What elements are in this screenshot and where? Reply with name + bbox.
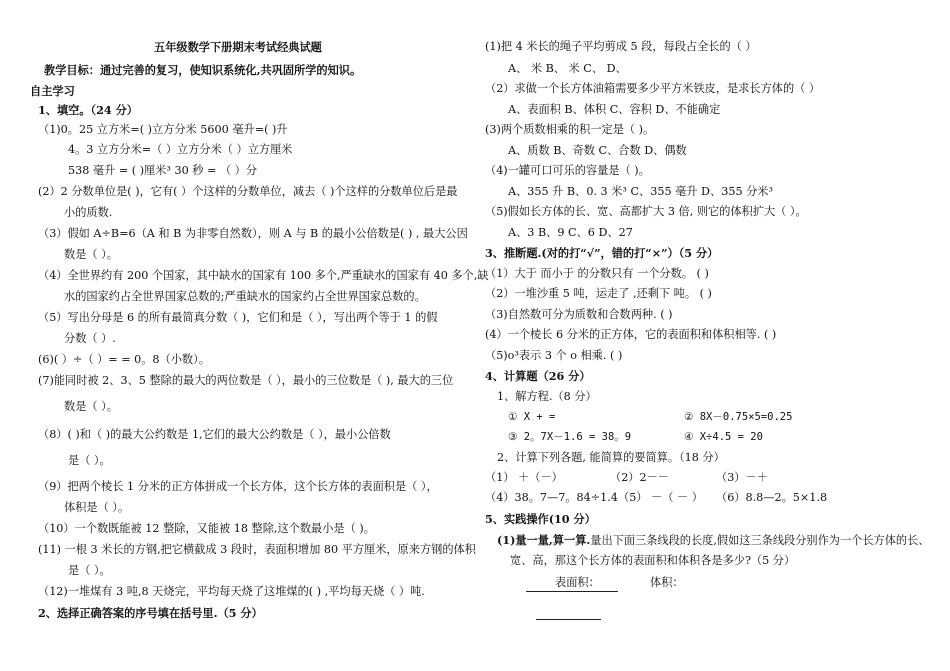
- question-line: （2）一堆沙重 5 吨，运走了 ,还剩下 吨。 ( ): [485, 287, 712, 300]
- practice-question-lead: (1)量一量,算一算.: [497, 533, 591, 547]
- question-line: (4）一个棱长 6 分米的正方体，它的表面积和体积相等. ( ): [485, 328, 777, 341]
- practice-question-text: 量出下面三条线段的长度,假如这三条线段分别作为一个长方体的长、: [590, 534, 930, 547]
- line-segment: [536, 619, 601, 620]
- calculation: （1） ＋（－）: [485, 471, 563, 484]
- options-line: A、质数 B、奇数 C、合数 D、偶数: [508, 144, 687, 157]
- equation: ② 8X－0.75×5=0.25: [684, 411, 793, 423]
- question-line: (11) 一根 3 米长的方钢,把它横截成 3 段时，表面积增加 80 平方厘米，原来方钢的体积: [38, 543, 476, 556]
- options-line: A、3 B、9 C、6 D、27: [508, 226, 633, 239]
- section5-heading: 5、实践操作(10 分）: [485, 512, 596, 526]
- question-line: （4)一罐可口可乐的容量是（ )。: [485, 164, 650, 177]
- calculation: （4）38。7—7。84÷1.4: [485, 491, 618, 504]
- calculation: （5） －（ － ）: [618, 491, 703, 504]
- options-line: A、 米 B、 米 C、 D、: [508, 62, 627, 75]
- section4-heading: 4、计算题（26 分）: [485, 369, 591, 383]
- subheading: 2、计算下列各题, 能简算的要简算。（18 分）: [497, 451, 725, 464]
- question-line: （3）假如 A÷B=6（A 和 B 为非零自然数），则 A 与 B 的最小公倍数是( ) , 最大公因: [38, 227, 468, 240]
- calculation: （2）2－－: [610, 471, 669, 484]
- question-line: （2）求做一个长方体油箱需要多少平方米铁皮，是求长方体的（ ）: [485, 82, 821, 95]
- equation: ③ 2。7X－1.6 = 38。9: [508, 431, 632, 443]
- question-line: (7)能同时被 2、3、5 整除的最大的两位数是（ ），最小的三位数是（ ), 最大的三位: [38, 374, 454, 387]
- options-line: A、表面积 B、体积 C、容积 D、不能确定: [508, 103, 721, 116]
- options-line: A、355 升 B、0. 3 米³ C、355 毫升 D、355 分米³: [508, 185, 773, 198]
- surface-area-label: 表面积：: [555, 576, 600, 589]
- equation: ① X + =: [508, 411, 556, 423]
- question-line: （5）写出分母是 6 的所有最简真分数（ )，它们和是（ ），写出两个等于 1 的假: [38, 311, 438, 324]
- question-line: 数是（ ）。: [64, 400, 118, 413]
- page-title: 五年级数学下册期末考试经典试题: [154, 40, 322, 54]
- question-line: （8）( )和（ )的最大公约数是 1,它们的最大公约数是（ ），最小公倍数: [38, 428, 391, 441]
- self-study-heading: 自主学习: [30, 84, 75, 98]
- calculation: （3）－＋: [716, 471, 768, 484]
- question-line: （3)自然数可分为质数和合数两种. ( ): [485, 308, 673, 321]
- question-line: 小的质数.: [64, 206, 113, 219]
- question-line: 水的国家约占全世界国家总数的;严重缺水的国家约占全世界国家总数的。: [64, 290, 426, 303]
- question-line: (2）2 分数单位是( )，它有( ）个这样的分数单位，减去（ )个这样的分数单位后是最: [38, 185, 458, 198]
- question-line: （5)o³表示 3 个 o 相乘. ( ): [485, 349, 623, 362]
- practice-question: [497, 533, 929, 548]
- question-line: （1)0。25 立方米=( )立方分米 5600 毫升=( )升: [38, 123, 288, 136]
- teaching-objective: 教学目标：通过完善的复习，使知识系统化,共巩固所学的知识。: [44, 63, 362, 77]
- question-line: 是（ ）。: [68, 454, 111, 467]
- calculation: （6）8.8—2。5×1.8: [716, 491, 828, 504]
- question-line: (6)( ）÷（ ）= = 0。8（小数）。: [38, 353, 210, 366]
- question-line: （4）全世界约有 200 个国家，其中缺水的国家有 100 多个,严重缺水的国家有 40 多个,缺: [38, 269, 489, 282]
- practice-question-cont: 宽、高，那这个长方体的表面积和体积各是多少?（5 分）: [510, 554, 796, 567]
- section2-heading: 2、选择正确答案的序号填在括号里.（5 分）: [38, 606, 263, 620]
- question-line: 4。3 立方分米=（ ）立方分米（ ）立方厘米: [68, 143, 293, 156]
- question-line: 分数（ ）.: [64, 332, 116, 345]
- question-line: (1)把 4 米长的绳子平均剪成 5 段，每段占全长的（ ）: [485, 40, 757, 53]
- question-line: 538 毫升 = ( )厘米³ 30 秒 = （ ）分: [68, 164, 258, 177]
- subheading: 1、解方程.（8 分）: [497, 390, 597, 403]
- question-line: （1）大于 而小于 的分数只有 一个分数。 ( ): [485, 267, 709, 280]
- question-line: （12)一堆煤有 3 吨,8 天烧完，平均每天烧了这堆煤的( ) ,平均每天烧（ ）吨.: [38, 585, 425, 598]
- question-line: （9）把两个棱长 1 分米的正方体拼成一个长方体，这个长方体的表面积是（ ），: [38, 480, 438, 493]
- volume-label: 体积：: [650, 576, 684, 589]
- question-line: 数是（ ）。: [64, 248, 118, 261]
- section1-heading: 1、填空。（24 分）: [38, 103, 138, 117]
- question-line: (3)两个质数相乘的积一定是（ )。: [485, 123, 655, 136]
- question-line: 体积是（ ）。: [64, 501, 130, 514]
- line-segment: [526, 591, 618, 592]
- section3-heading: 3、推断题.(对的打“√”，错的打“×”）（5 分）: [485, 246, 719, 260]
- question-line: （10）一个数既能被 12 整除，又能被 18 整除,这个数最小是（ )。: [38, 522, 375, 535]
- question-line: 是（ ）。: [68, 564, 111, 577]
- question-line: （5)假如长方体的长、宽、高都扩大 3 倍, 则它的体积扩大（ ）。: [485, 205, 807, 218]
- equation: ④ X÷4.5 = 20: [684, 431, 763, 443]
